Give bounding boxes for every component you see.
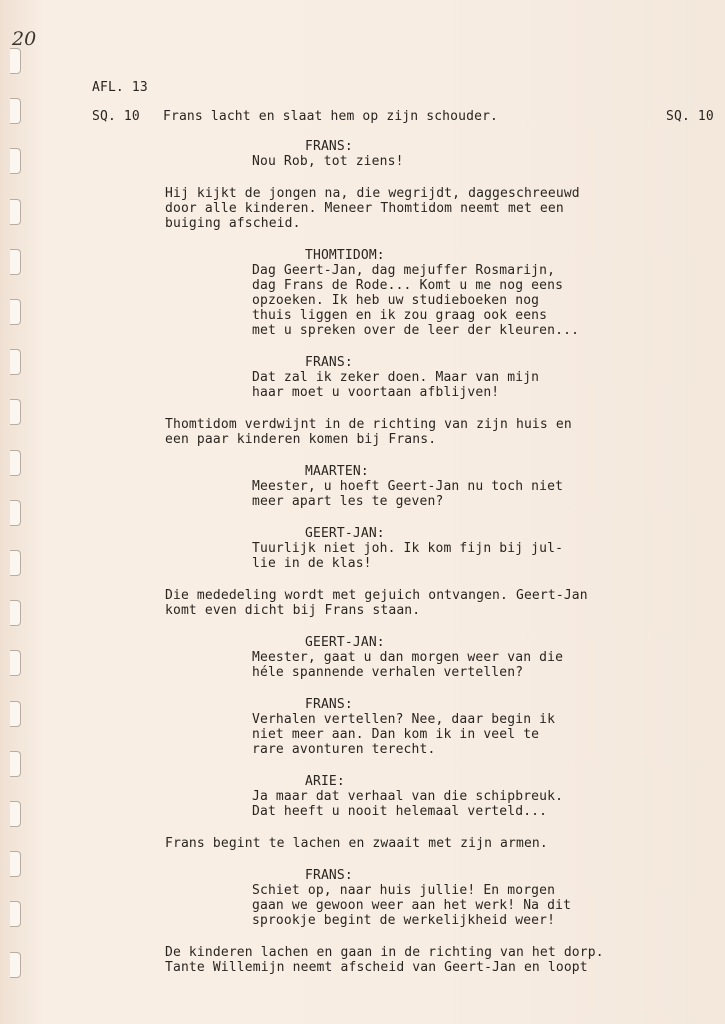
action-line: Frans begint te lachen en zwaait met zijn armen. [165, 836, 548, 851]
dialogue-line: Tuurlijk niet joh. Ik kom fijn bij jul- [252, 541, 564, 556]
punch-hole [10, 199, 21, 225]
episode-label: AFL. 13 [92, 80, 148, 95]
punch-hole [10, 299, 21, 325]
dialogue-line: niet meer aan. Dan kom ik in veel te [252, 727, 540, 742]
dialogue-line: héle spannende verhalen vertellen? [252, 665, 524, 680]
character-name: FRANS: [305, 697, 353, 712]
dialogue-line: Ja maar dat verhaal van die schipbreuk. [252, 789, 564, 804]
dialogue-line: Dag Geert-Jan, dag mejuffer Rosmarijn, [252, 263, 556, 278]
punch-hole [10, 349, 21, 375]
dialogue-line: dag Frans de Rode... Komt u me nog eens [252, 278, 564, 293]
action-line: De kinderen lachen en gaan in de richting van het dorp. [165, 945, 604, 960]
action-line: komt even dicht bij Frans staan. [165, 603, 421, 618]
dialogue-line: rare avonturen terecht. [252, 742, 436, 757]
character-name: MAARTEN: [305, 464, 369, 479]
action-line: Thomtidom verdwijnt in de richting van zijn huis en [165, 417, 572, 432]
punch-hole [10, 650, 21, 676]
punch-hole [10, 600, 21, 626]
punch-hole [10, 98, 21, 124]
character-name: GEERT-JAN: [305, 526, 385, 541]
punch-hole [10, 399, 21, 425]
dialogue-line: Meester, gaat u dan morgen weer van die [252, 650, 564, 665]
punch-hole [10, 500, 21, 526]
dialogue-line: Dat zal ik zeker doen. Maar van mijn [252, 370, 540, 385]
dialogue-line: lie in de klas! [252, 556, 372, 571]
dialogue-line: gaan we gewoon weer aan het werk! Na dit [252, 898, 572, 913]
dialogue-line: Nou Rob, tot ziens! [252, 154, 404, 169]
punch-hole [10, 952, 21, 978]
punch-hole [10, 48, 21, 74]
dialogue-line: Meester, u hoeft Geert-Jan nu toch niet [252, 479, 564, 494]
scene-intro-line: Frans lacht en slaat hem op zijn schouder. [163, 109, 499, 124]
punch-hole [10, 701, 21, 727]
dialogue-line: thuis liggen en ik zou graag ook eens [252, 308, 548, 323]
dialogue-line: meer apart les te geven? [252, 494, 444, 509]
dialogue-line: sprookje begint de werkelijkheid weer! [252, 913, 556, 928]
character-name: FRANS: [305, 139, 353, 154]
punch-hole [10, 450, 21, 476]
character-name: GEERT-JAN: [305, 635, 385, 650]
sequence-label-right: SQ. 10 [666, 109, 714, 124]
dialogue-line: haar moet u voortaan afblijven! [252, 385, 500, 400]
dialogue-line: opzoeken. Ik heb uw studieboeken nog [252, 293, 540, 308]
dialogue-line: Dat heeft u nooit helemaal verteld... [252, 804, 548, 819]
character-name: THOMTIDOM: [305, 248, 385, 263]
punch-hole [10, 148, 21, 174]
character-name: FRANS: [305, 868, 353, 883]
action-line: Die mededeling wordt met gejuich ontvangen. Geert-Jan [165, 588, 588, 603]
action-line: Hij kijkt de jongen na, die wegrijdt, daggeschreeuwd [165, 186, 580, 201]
action-line: een paar kinderen komen bij Frans. [165, 432, 437, 447]
punch-hole [10, 801, 21, 827]
punch-hole [10, 550, 21, 576]
character-name: FRANS: [305, 355, 353, 370]
action-line: door alle kinderen. Meneer Thomtidom neemt met een [165, 201, 564, 216]
dialogue-line: Schiet op, naar huis jullie! En morgen [252, 883, 556, 898]
dialogue-line: Verhalen vertellen? Nee, daar begin ik [252, 712, 556, 727]
punch-hole [10, 851, 21, 877]
punch-hole [10, 751, 21, 777]
dialogue-line: met u spreken over de leer der kleuren... [252, 323, 580, 338]
character-name: ARIE: [305, 774, 345, 789]
action-line: Tante Willemijn neemt afscheid van Geert-Jan en loopt [165, 960, 588, 975]
action-line: buiging afscheid. [165, 216, 301, 231]
handwritten-page-number: 20 [12, 28, 37, 50]
punch-hole [10, 249, 21, 275]
punch-hole [10, 901, 21, 927]
binder-punch-holes [10, 0, 26, 1024]
sequence-label-left: SQ. 10 [92, 109, 140, 124]
